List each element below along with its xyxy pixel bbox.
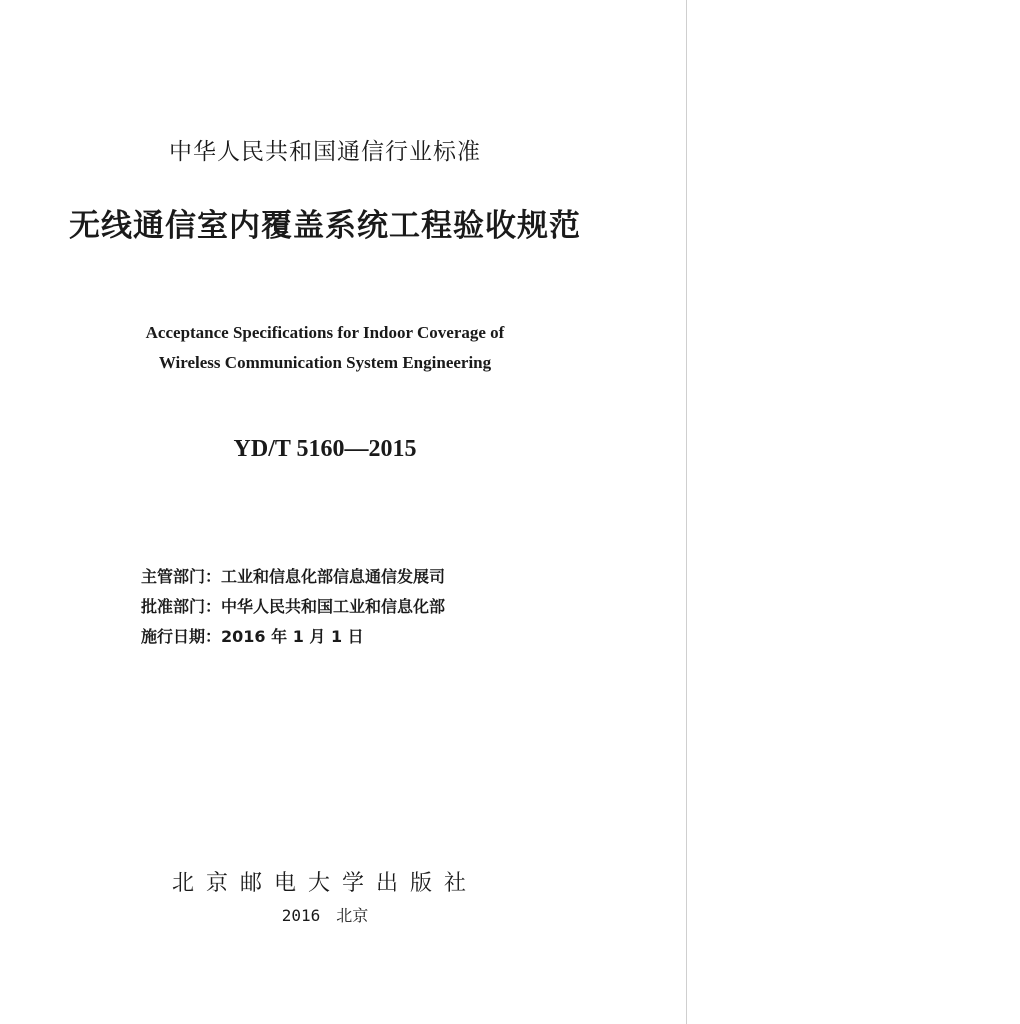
title-english-line-2: Wireless Communication System Engineering — [158, 353, 492, 372]
publisher-name: 北京邮电大学出版社 — [171, 871, 478, 896]
approval-department-label: 批准部门： — [141, 597, 222, 616]
title-english — [80, 318, 570, 378]
effective-date-value: 2016 年 1 月 1 日 — [221, 627, 364, 646]
publication-year-place: 2016 北京 — [281, 906, 369, 925]
title-english-line-1: Acceptance Specifications for Indoor Coverage of — [145, 323, 505, 342]
standard-number: YD/T 5160—2015 — [233, 436, 417, 462]
blank-facing-page — [687, 0, 1020, 1024]
title-chinese: 无线通信室内覆盖系统工程验收规范 — [69, 208, 581, 244]
competent-department-label: 主管部门： — [141, 567, 222, 586]
effective-date-row — [141, 622, 601, 652]
approval-department-value: 中华人民共和国工业和信息化部 — [221, 597, 446, 616]
standard-type-heading: 中华人民共和国通信行业标准 — [169, 139, 481, 165]
competent-department-row — [141, 562, 601, 592]
competent-department-value: 工业和信息化部信息通信发展司 — [221, 567, 446, 586]
issuing-info-block — [141, 562, 601, 652]
approval-department-row — [141, 592, 601, 622]
effective-date-label: 施行日期： — [141, 627, 222, 646]
